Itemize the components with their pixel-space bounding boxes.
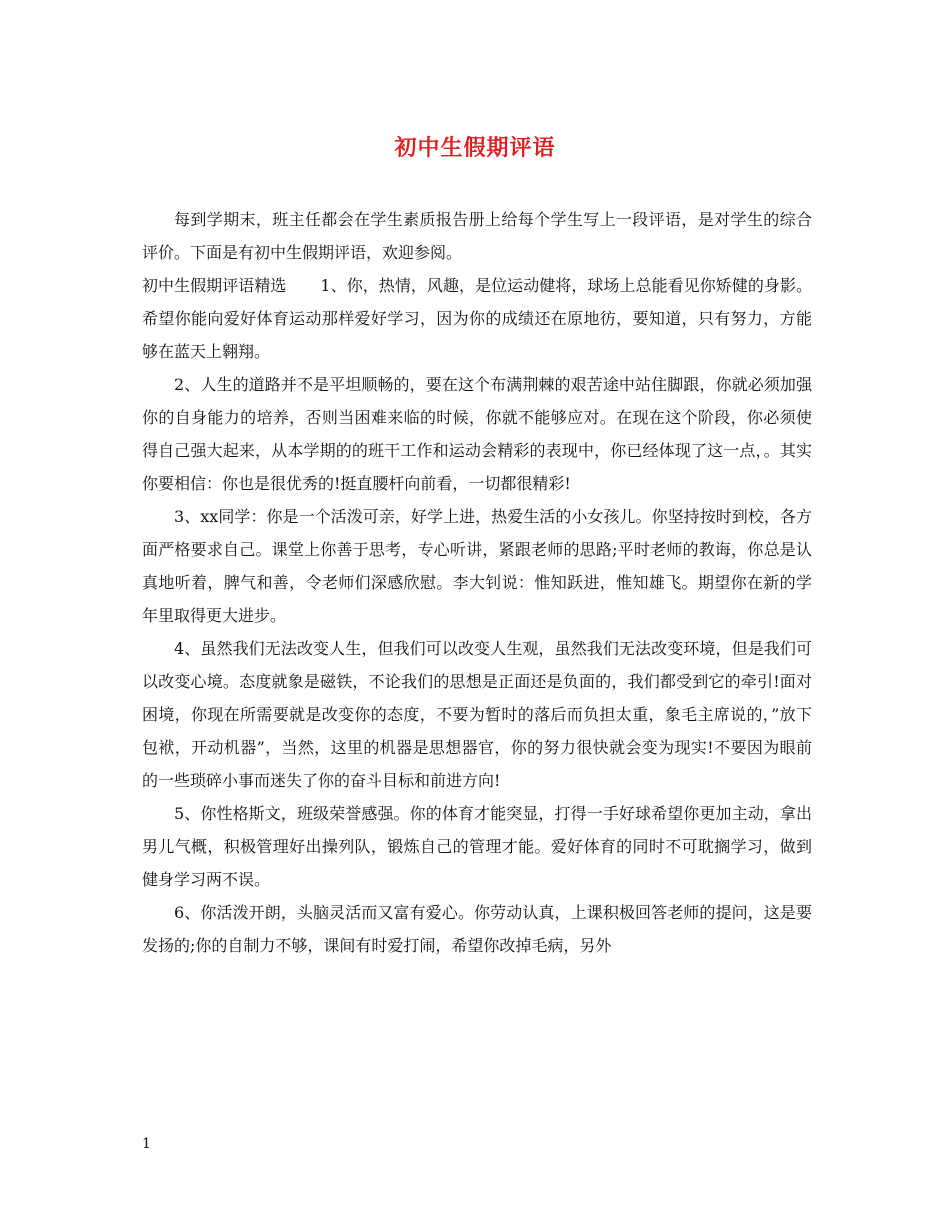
comment-5: 5、你性格斯文，班级荣誉感强。你的体育才能突显，打得一手好球希望你更加主动，拿出男儿气概，积极管理好出操列队，锻炼自己的管理才能。爱好体育的同时不可耽搁学习，做到健身学习两不误。 xyxy=(142,804,812,889)
comment-6: 6、你活泼开朗，头脑灵活而又富有爱心。你劳动认真，上课积极回答老师的提问，这是要发扬的;你的自制力不够，课间有时爱打闹，希望你改掉毛病，另外 xyxy=(142,903,812,955)
page-number: 1 xyxy=(142,1136,151,1152)
selection-paragraph xyxy=(142,269,812,368)
comment-1: 1、你，热情，风趣，是位运动健将，球场上总能看见你矫健的身影。希望你能向爱好体育运动那样爱好学习，因为你的成绩还在原地彷，要知道，只有努力，方能够在蓝天上翱翔。 xyxy=(142,276,812,361)
document-title: 初中生假期评语 xyxy=(394,135,556,161)
selection-label: 初中生假期评语精选 xyxy=(142,276,287,295)
comment-2: 2、人生的道路并不是平坦顺畅的，要在这个布满荆棘的艰苦途中站住脚跟，你就必须加强你的自身能力的培养，否则当困难来临的时候，你就不能够应对。在现在这个阶段，你必须使得自己强大起来，从本学期的的班干工作和运动会精彩的表现中，你已经体现了这一点，。其实你要相信：你也是很优秀的!挺直腰杆向前看，一切都很精彩! xyxy=(142,375,812,493)
comment-3: 3、xx同学：你是一个活泼可亲，好学上进，热爱生活的小女孩儿。你坚持按时到校，各方面严格要求自己。课堂上你善于思考，专心听讲，紧跟老师的思路;平时老师的教诲，你总是认真地听着，脾气和善，令老师们深感欣慰。李大钊说：惟知跃进，惟知雄飞。期望你在新的学年里取得更大进步。 xyxy=(142,507,812,625)
comment-4: 4、虽然我们无法改变人生，但我们可以改变人生观，虽然我们无法改变环境，但是我们可以改变心境。态度就象是磁铁，不论我们的思想是正面还是负面的，我们都受到它的牵引!面对困境，你现在所需要就是改变你的态度，不要为暂时的落后而负担太重，象毛主席说的，”放下包袱，开动机器”，当然，这里的机器是思想器官，你的努力很快就会变为现实!不要因为眼前的一些琐碎小事而迷失了你的奋斗目标和前进方向! xyxy=(142,639,812,790)
document-body xyxy=(142,203,812,962)
intro-paragraph: 每到学期末，班主任都会在学生素质报告册上给每个学生写上一段评语，是对学生的综合评价。下面是有初中生假期评语，欢迎参阅。 xyxy=(142,210,812,262)
